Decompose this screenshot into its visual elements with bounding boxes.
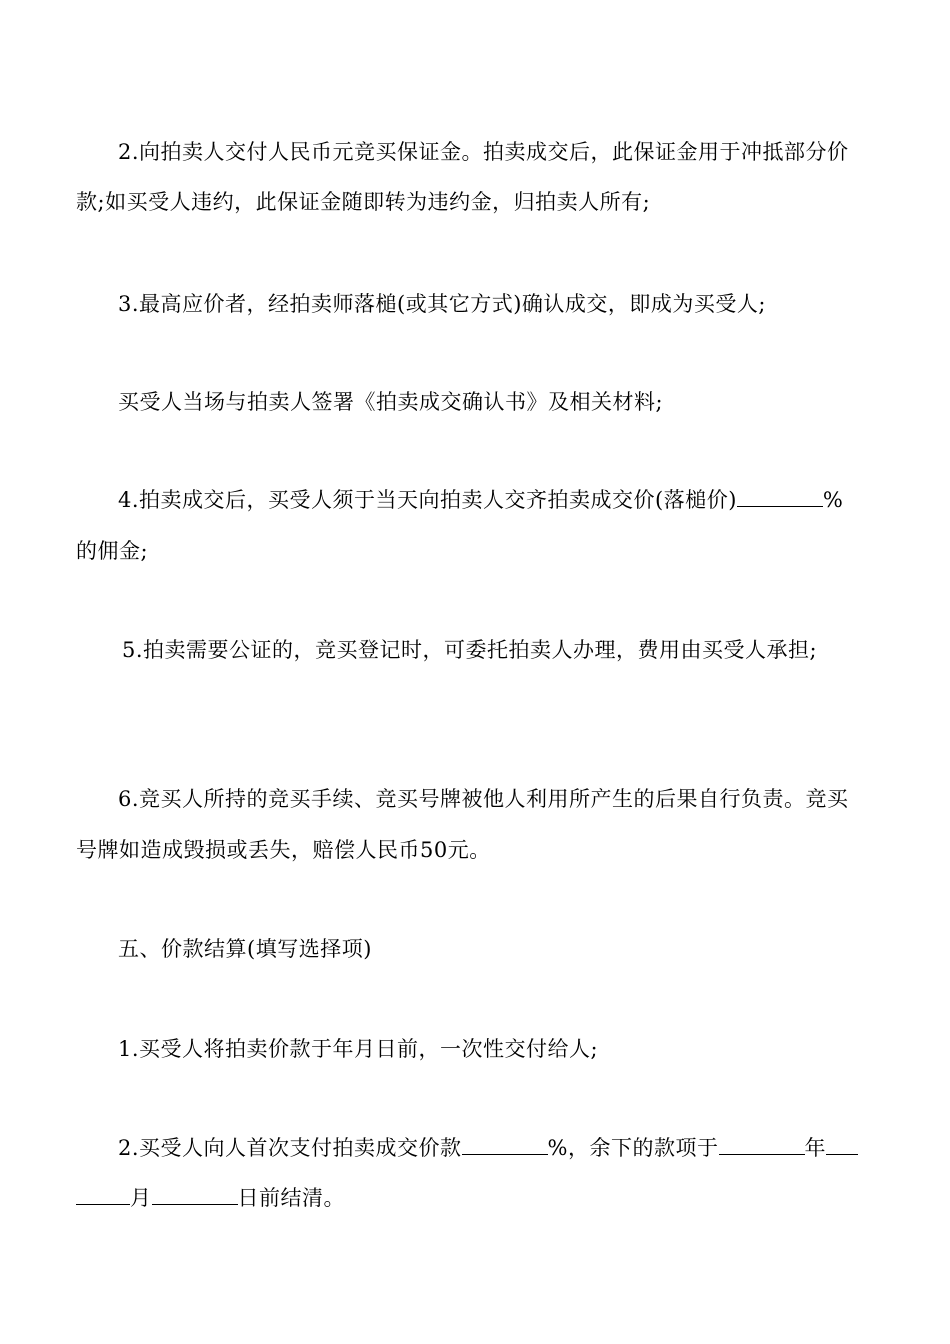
month-label: 月 [130, 1186, 152, 1210]
clause-4-text-2: 的佣金; [76, 539, 149, 563]
commission-blank[interactable] [737, 486, 823, 507]
clause-6-line-2 [76, 836, 876, 864]
clause-4-line-2 [76, 537, 876, 565]
clause-2-text-1: 2.向拍卖人交付人民币元竞买保证金。拍卖成交后，此保证金用于冲抵部分价 [118, 140, 849, 164]
section-five-text: 五、价款结算(填写选择项) [118, 937, 372, 961]
settlement-1-line [118, 1035, 878, 1063]
buyer-sign-text: 买受人当场与拍卖人签署《拍卖成交确认书》及相关材料; [118, 390, 664, 414]
clause-6-text-2: 号牌如造成毁损或丢失，赔偿人民币50元。 [76, 838, 491, 862]
settlement-2-text-3: 日前结清。 [237, 1186, 345, 1210]
clause-4-text-1: 4.拍卖成交后，买受人须于当天向拍卖人交齐拍卖成交价(落槌价) [118, 488, 737, 512]
clause-2-line-2 [76, 188, 876, 216]
settlement-2-text-1: 2.买受人向人首次支付拍卖成交价款 [118, 1136, 462, 1160]
settlement-1-text: 1.买受人将拍卖价款于年月日前，一次性交付给人; [118, 1037, 599, 1061]
clause-4-line-1 [118, 486, 878, 514]
buyer-sign-line [118, 388, 878, 416]
clause-2-text-2: 款;如买受人违约，此保证金随即转为违约金，归拍卖人所有; [76, 190, 651, 214]
settlement-2-text-2: %，余下的款项于 [547, 1136, 719, 1160]
clause-6-line-1 [118, 785, 878, 813]
month-blank-part-1[interactable] [826, 1134, 858, 1155]
clause-6-text-1: 6.竞买人所持的竞买手续、竞买号牌被他人利用所产生的后果自行负责。竞买 [118, 787, 849, 811]
clause-5-text: 5.拍卖需要公证的，竞买登记时，可委托拍卖人办理，费用由买受人承担; [122, 638, 818, 662]
first-payment-blank[interactable] [462, 1134, 548, 1155]
settlement-2-line-2 [76, 1184, 876, 1212]
month-blank-part-2[interactable] [76, 1184, 130, 1205]
clause-5-line [122, 636, 878, 664]
percent-sign: % [822, 488, 844, 512]
clause-2-line-1 [118, 138, 878, 166]
year-label: 年 [804, 1136, 827, 1160]
settlement-2-line-1 [118, 1134, 878, 1162]
year-blank[interactable] [719, 1134, 805, 1155]
clause-3-text: 3.最高应价者，经拍卖师落槌(或其它方式)确认成交，即成为买受人; [118, 292, 766, 316]
day-blank[interactable] [152, 1184, 238, 1205]
section-five-heading [118, 935, 878, 963]
clause-3-line [118, 290, 878, 318]
